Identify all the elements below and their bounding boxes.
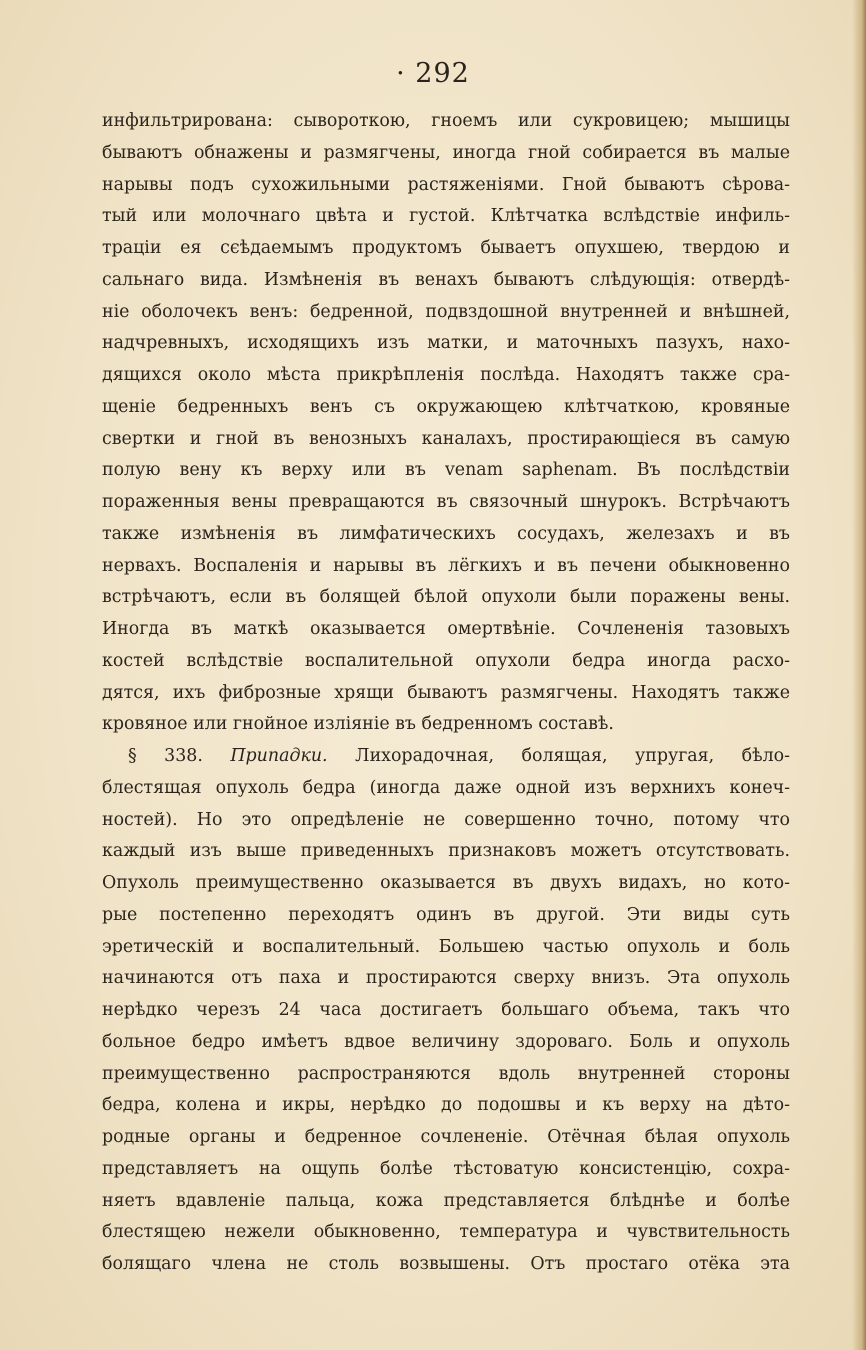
text-line: полую вену къ верху или въ venam saphenam. Въ послѣдствіи [102,460,790,481]
text-line: представляетъ на ощупь болѣе тѣстоватую консистенцію, сохра- [102,1158,790,1179]
text-line: свертки и гной въ венозныхъ каналахъ, простирающіеся въ самую [102,428,790,449]
text-line: дятся, ихъ фиброзные хрящи бываютъ размягчены. Находятъ также [102,682,790,703]
text-line: начинаются отъ паха и простираются сверху внизъ. Эта опухоль [102,968,790,989]
text-line: дящихся около мѣста прикрѣпленія послѣда. Находятъ также сра- [102,365,790,385]
page-number: · 292 [396,58,470,89]
text-line: эретическій и воспалительный. Большею частью опухоль и боль [102,936,790,957]
text-line: Опухоль преимущественно оказывается въ двухъ видахъ, но кото- [102,873,790,893]
text-line: Иногда въ маткѣ оказывается омертвѣніе. Сочлененія тазовыхъ [102,619,790,639]
text-line: инфильтрирована: сывороткою, гноемъ или сукровицею; мышицы [102,111,790,131]
text-line: каждый изъ выше приведенныхъ признаковъ можетъ отсутствовать. [102,841,790,862]
text-line: блестящею нежели обыкновенно, температура и чувствительность [102,1222,790,1243]
body-text [102,106,790,1281]
text-line: больное бедро имѣетъ вдвое величину здороваго. Боль и опухоль [102,1031,790,1052]
text-line: рые постепенно переходятъ одинъ въ другой. Эти виды суть [102,904,790,925]
text-line: тый или молочнаго цвѣта и густой. Клѣтчатка вслѣдствіе инфиль- [102,206,790,227]
text-line: ніе оболочекъ венъ: бедренной, подвздошной внутренней и внѣшней, [102,301,790,322]
text-line: щеніе бедренныхъ венъ съ окружающею клѣтчаткою, кровяные [102,396,790,417]
text-line: болящаго члена не столь возвышены. Отъ простаго отёка эта [102,1254,790,1274]
text-line: родные органы и бедренное сочлененіе. Отёчная бѣлая опухоль [102,1127,790,1147]
text-line: встрѣчаютъ, если въ болящей бѣлой опухоли были поражены вены. [102,587,790,608]
text-line: бываютъ обнажены и размягчены, иногда гной собирается въ малые [102,142,790,163]
page-edge [852,0,866,1350]
text-line: нарывы подъ сухожильными растяженіями. Гной бываютъ сѣрова- [102,174,790,195]
text-line: блестящая опухоль бедра (иногда даже одной изъ верхнихъ конеч- [102,777,790,798]
section-heading-rest: Лихорадочная, болящая, упругая, бѣло- [327,746,790,766]
text-line: траціи ея сєѣдаемымъ продуктомъ бываетъ опухшею, твердою и [102,238,790,258]
text-line: пораженныя вены превращаются въ связочный шнурокъ. Встрѣчаютъ [102,492,790,512]
text-line: преимущественно распространяются вдоль внутренней стороны [102,1063,790,1084]
text-line: бедра, колена и икры, нерѣдко до подошвы и къ верху на дѣто- [102,1095,790,1116]
section-heading-line [102,741,790,773]
text-line: кровяное или гнойное изліяніе въ бедренномъ составѣ. [102,714,614,735]
text-line: сальнаго вида. Измѣненія въ венахъ бываютъ слѣдующія: отвердѣ- [102,269,790,290]
text-line: также измѣненія въ лимфатическихъ сосудахъ, железахъ и въ [102,523,790,544]
text-line: нерѣдко черезъ 24 часа достигаетъ большаго объема, такъ что [102,1000,790,1020]
section-number: § 338. [128,746,203,766]
text-line: костей вслѣдствіе воспалительной опухоли бедра иногда расхо- [102,650,790,671]
text-line: няетъ вдавленіе пальца, кожа представляется блѣднѣе и болѣе [102,1190,790,1211]
text-line: надчревныхъ, исходящихъ изъ матки, и маточныхъ пазухъ, нахо- [102,333,790,354]
text-line: ностей). Но это опредѣленіе не совершенно точно, потому что [102,809,790,830]
text-line: нервахъ. Воспаленія и нарывы въ лёгкихъ и въ печени обыкновенно [102,555,790,576]
section-title: Припадки. [230,746,328,766]
